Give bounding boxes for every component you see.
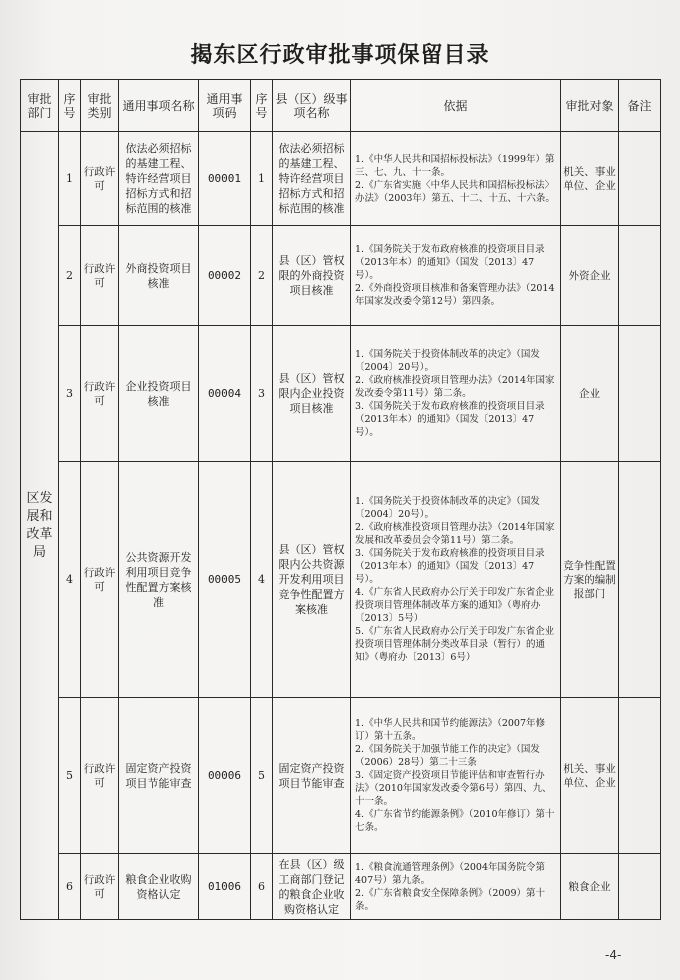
table-row bbox=[21, 698, 661, 854]
basis-item: 1.《国务院关于投资体制改革的决定》（国发〔2004〕20号）。 bbox=[355, 349, 540, 373]
row-seq2: 2 bbox=[251, 226, 273, 326]
row-seq2: 6 bbox=[251, 854, 273, 920]
header-dept: 审批部门 bbox=[21, 80, 59, 132]
row-type: 行政许可 bbox=[81, 132, 119, 226]
basis-item: 2.《广东省粮食安全保障条例》（2009）第十条。 bbox=[355, 887, 545, 912]
row-type: 行政许可 bbox=[81, 462, 119, 698]
row-county-name: 在县（区）级工商部门登记的粮食企业收购资格认定 bbox=[273, 854, 351, 920]
basis-item: 2.《外商投资项目核准和备案管理办法》（2014年国家发改委令第12号）第四条。 bbox=[355, 283, 555, 307]
row-code: 00002 bbox=[199, 226, 251, 326]
row-seq: 2 bbox=[59, 226, 81, 326]
basis-item: 2.《国务院关于加强节能工作的决定》（国发（2006）28号）第二十三条 bbox=[355, 744, 540, 768]
header-target: 审批对象 bbox=[561, 80, 619, 132]
basis-item: 1.《国务院关于发布政府核准的投资项目目录（2013年本）的通知》（国发〔2013〕47号）。 bbox=[355, 244, 545, 281]
table-row bbox=[21, 854, 661, 920]
basis-item: 1.《中华人民共和国招标投标法》（1999年）第三、七、九、十一条。 bbox=[355, 153, 555, 178]
header-general-name: 通用事项名称 bbox=[119, 80, 199, 132]
row-remark bbox=[619, 226, 661, 326]
row-seq: 6 bbox=[59, 854, 81, 920]
table-row bbox=[21, 462, 661, 698]
row-basis bbox=[351, 698, 561, 854]
row-county-name: 县（区）管权限内公共资源开发利用项目竞争性配置方案核准 bbox=[273, 462, 351, 698]
row-remark bbox=[619, 326, 661, 462]
row-target: 粮食企业 bbox=[561, 854, 619, 920]
row-county-name: 固定资产投资项目节能审查 bbox=[273, 698, 351, 854]
row-seq2: 5 bbox=[251, 698, 273, 854]
basis-item: 1.《国务院关于投资体制改革的决定》（国发〔2004〕20号）。 bbox=[355, 496, 540, 520]
basis-item: 1.《粮食流通管理条例》（2004年国务院令第407号）第九条。 bbox=[355, 861, 545, 886]
row-general-name: 依法必须招标的基建工程、特许经营项目招标方式和招标范围的核准 bbox=[119, 132, 199, 226]
row-general-name: 固定资产投资项目节能审查 bbox=[119, 698, 199, 854]
row-target: 企业 bbox=[561, 326, 619, 462]
row-county-name: 依法必须招标的基建工程、特许经营项目招标方式和招标范围的核准 bbox=[273, 132, 351, 226]
basis-item: 3.《国务院关于发布政府核准的投资项目目录（2013年本）的通知》（国发〔2013〕47号）。 bbox=[355, 401, 545, 438]
row-general-name: 公共资源开发利用项目竞争性配置方案核准 bbox=[119, 462, 199, 698]
row-basis bbox=[351, 462, 561, 698]
row-basis bbox=[351, 132, 561, 226]
row-type: 行政许可 bbox=[81, 326, 119, 462]
row-type: 行政许可 bbox=[81, 226, 119, 326]
row-basis bbox=[351, 226, 561, 326]
table-row bbox=[21, 226, 661, 326]
row-general-name: 外商投资项目核准 bbox=[119, 226, 199, 326]
row-county-name: 县（区）管权限内企业投资项目核准 bbox=[273, 326, 351, 462]
basis-item: 3.《国务院关于发布政府核准的投资项目目录（2013年本）的通知》（国发〔2013〕47号）。 bbox=[355, 548, 545, 585]
row-target: 外资企业 bbox=[561, 226, 619, 326]
basis-item: 2.《政府核准投资项目管理办法》（2014年国家发改委令第11号）第二条。 bbox=[355, 375, 555, 399]
page-title: 揭东区行政审批事项保留目录 bbox=[190, 43, 490, 68]
row-county-name: 县（区）管权限的外商投资项目核准 bbox=[273, 226, 351, 326]
table-row bbox=[21, 132, 661, 226]
row-code: 00006 bbox=[199, 698, 251, 854]
row-code: 01006 bbox=[199, 854, 251, 920]
row-seq2: 3 bbox=[251, 326, 273, 462]
header-general-code: 通用事项码 bbox=[199, 80, 251, 132]
basis-item: 3.《固定资产投资项目节能评估和审查暂行办法》（2010年国家发改委令第6号）第四、九、十一条。 bbox=[355, 770, 552, 807]
row-type: 行政许可 bbox=[81, 698, 119, 854]
row-seq: 5 bbox=[59, 698, 81, 854]
basis-item: 4.《广东省节约能源条例》（2010年修订）第十七条。 bbox=[355, 809, 555, 833]
table-header-row bbox=[21, 80, 661, 132]
row-general-name: 企业投资项目核准 bbox=[119, 326, 199, 462]
header-remark: 备注 bbox=[619, 80, 661, 132]
header-seq: 序号 bbox=[59, 80, 81, 132]
row-remark bbox=[619, 698, 661, 854]
row-basis bbox=[351, 326, 561, 462]
row-code: 00001 bbox=[199, 132, 251, 226]
header-type: 审批类别 bbox=[81, 80, 119, 132]
header-seq2: 序号 bbox=[251, 80, 273, 132]
row-remark bbox=[619, 854, 661, 920]
page-number: -4- bbox=[605, 948, 622, 962]
department-cell: 区发展和改革局 bbox=[21, 132, 59, 920]
basis-item: 2.《广东省实施〈中华人民共和国招标投标法〉办法》（2003年）第五、十二、十五、十六条。 bbox=[355, 179, 555, 204]
row-code: 00005 bbox=[199, 462, 251, 698]
row-seq: 3 bbox=[59, 326, 81, 462]
row-seq2: 4 bbox=[251, 462, 273, 698]
row-type: 行政许可 bbox=[81, 854, 119, 920]
row-target: 竞争性配置方案的编制报部门 bbox=[561, 462, 619, 698]
row-general-name: 粮食企业收购资格认定 bbox=[119, 854, 199, 920]
header-basis: 依据 bbox=[351, 80, 561, 132]
row-remark bbox=[619, 132, 661, 226]
basis-item: 5.《广东省人民政府办公厅关于印发广东省企业投资项目管理体制分类改革目录（暂行）的通知》（粤府办〔2013〕6号） bbox=[355, 626, 555, 663]
row-seq: 4 bbox=[59, 462, 81, 698]
header-county-name: 县（区）级事项名称 bbox=[273, 80, 351, 132]
basis-item: 1.《中华人民共和国节约能源法》（2007年修订）第十五条。 bbox=[355, 718, 545, 742]
row-basis bbox=[351, 854, 561, 920]
row-seq: 1 bbox=[59, 132, 81, 226]
row-seq2: 1 bbox=[251, 132, 273, 226]
row-code: 00004 bbox=[199, 326, 251, 462]
row-remark bbox=[619, 462, 661, 698]
approval-items-table bbox=[20, 79, 661, 920]
row-target: 机关、事业单位、企业 bbox=[561, 132, 619, 226]
table-row bbox=[21, 326, 661, 462]
row-target: 机关、事业单位、企业 bbox=[561, 698, 619, 854]
basis-item: 4.《广东省人民政府办公厅关于印发广东省企业投资项目管理体制改革方案的通知》（粤府办〔2013〕5号） bbox=[355, 587, 555, 624]
basis-item: 2.《政府核准投资项目管理办法》（2014年国家发展和改革委员会令第11号）第二条。 bbox=[355, 522, 555, 546]
